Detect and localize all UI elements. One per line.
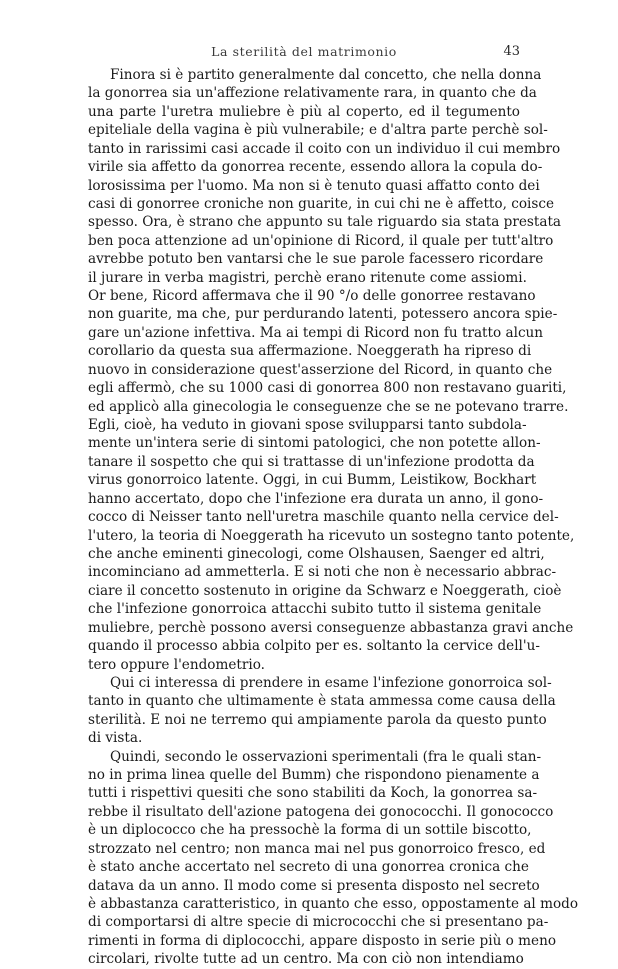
text-line: datava da un anno. Il modo come si presenta disposto nel secreto xyxy=(88,877,540,894)
text-line: spesso. Ora, è strano che appunto su tale riguardo sia stata prestata xyxy=(88,214,562,231)
page-number: 43 xyxy=(503,44,520,59)
text-line: tanare il sospetto che qui si trattasse di un'infezione prodotta da xyxy=(88,453,535,470)
body-text xyxy=(88,66,579,969)
text-line: nuovo in considerazione quest'asserzione del Ricord, in quanto che xyxy=(88,361,553,378)
paragraph xyxy=(88,66,575,674)
text-line: è abbastanza caratteristico, in quanto che esso, oppostamente al modo xyxy=(88,895,579,912)
text-line: è stato anche accertato nel secreto di una gonorrea cronica che xyxy=(88,859,529,876)
text-line: rimenti in forma di diplococchi, appare disposto in serie più o meno xyxy=(88,932,557,949)
text-line: virus gonorroico latente. Oggi, in cui Bumm, Leistikow, Bockhart xyxy=(88,472,537,489)
text-line: Finora si è partito generalmente dal concetto, che nella donna xyxy=(110,67,542,83)
text-line: ed applicò alla ginecologia le conseguenze che se ne potevano trarre. xyxy=(88,398,569,415)
text-line: è un diplococco che ha pressochè la forma di un sottile biscotto, xyxy=(88,822,532,839)
text-line: una parte l'uretra muliebre è più al coperto, ed il tegumento xyxy=(88,103,520,120)
text-line: tanto in quanto che ultimamente è stata ammessa come causa della xyxy=(88,693,556,710)
text-line: che l'infezione gonorroica attacchi subito tutto il sistema genitale xyxy=(88,601,542,618)
text-line: Egli, cioè, ha veduto in giovani spose svilupparsi tanto subdola- xyxy=(88,417,527,434)
text-line: mente un'intera serie di sintomi patologici, che non potette allon- xyxy=(88,435,541,452)
text-line: virile sia affetto da gonorrea recente, essendo allora la copula do- xyxy=(88,159,543,176)
page-header xyxy=(88,44,520,62)
text-line: avrebbe potuto ben vantarsi che le sue parole facessero ricordare xyxy=(88,251,544,268)
text-line: incominciano ad ammetterla. E si noti che non è necessario abbrac- xyxy=(88,564,557,581)
text-line: tero oppure l'endometrio. xyxy=(88,656,265,673)
text-line: Qui ci interessa di prendere in esame l'infezione gonorroica sol- xyxy=(110,674,552,691)
text-line: lorosissima per l'uomo. Ma non si è tenuto quasi affatto conto dei xyxy=(88,177,540,194)
text-line: strozzato nel centro; non manca mai nel pus gonorroico fresco, ed xyxy=(88,840,546,857)
text-line: circolari, rivolte tutte ad un centro. Ma con ciò non intendiamo xyxy=(88,951,524,968)
text-line: corollario da questa sua affermazione. Noeggerath ha ripreso di xyxy=(88,343,532,360)
text-line: gare un'azione infettiva. Ma ai tempi di Ricord non fu tratto alcun xyxy=(88,324,544,341)
text-line: cocco di Neisser tanto nell'uretra maschile quanto nella cervice del- xyxy=(88,509,559,526)
text-line: epiteliale della vagina è più vulnerabile; e d'altra parte perchè sol- xyxy=(88,122,548,139)
text-line: hanno accertato, dopo che l'infezione era durata un anno, il gono- xyxy=(88,490,544,507)
text-line: ben poca attenzione ad un'opinione di Ricord, il quale per tutt'altro xyxy=(88,232,554,249)
text-line: che anche eminenti ginecologi, come Olshausen, Saenger ed altri, xyxy=(88,545,545,562)
text-line: ciare il concetto sostenuto in origine da Schwarz e Noeggerath, cioè xyxy=(88,582,562,599)
text-line: tutti i rispettivi quesiti che sono stabiliti da Koch, la gonorrea sa- xyxy=(88,785,538,802)
text-line: la gonorrea sia un'affezione relativamente rara, in quanto che da xyxy=(88,85,537,102)
text-line: no in prima linea quelle del Bumm) che rispondono pienamente a xyxy=(88,767,540,784)
text-line: di vista. xyxy=(88,730,143,747)
text-line: muliebre, perchè possono aversi conseguenze abbastanza gravi anche xyxy=(88,619,574,636)
text-line: Quindi, secondo le osservazioni sperimentali (fra le quali stan- xyxy=(110,748,542,765)
paragraph xyxy=(88,748,579,969)
text-line: l'utero, la teoria di Noeggerath ha ricevuto un sostegno tanto potente, xyxy=(88,527,575,544)
text-line: sterilità. E noi ne terremo qui ampiamente parola da questo punto xyxy=(88,711,547,728)
text-line: rebbe il risultato dell'azione patogena dei gonococchi. Il gonococco xyxy=(88,803,554,820)
text-line: quando il processo abbia colpito per es. soltanto la cervice dell'u- xyxy=(88,638,540,655)
text-line: il jurare in verba magistri, perchè erano ritenute come assiomi. xyxy=(88,269,527,286)
text-line: non guarite, ma che, pur perdurando latenti, potessero ancora spie- xyxy=(88,306,558,323)
paragraph xyxy=(88,674,556,748)
running-title: La sterilità del matrimonio xyxy=(211,44,397,59)
text-line: casi di gonorree croniche non guarite, in cui chi ne è affetto, coisce xyxy=(88,195,554,212)
text-line: egli affermò, che su 1000 casi di gonorrea 800 non restavano guariti, xyxy=(88,380,567,397)
text-line: tanto in rarissimi casi accade il coito con un individuo il cui membro xyxy=(88,140,561,157)
text-line: Or bene, Ricord affermava che il 90 °/o delle gonorree restavano xyxy=(88,288,536,305)
text-line: di comportarsi di altre specie di micrococchi che si presentano pa- xyxy=(88,914,549,931)
